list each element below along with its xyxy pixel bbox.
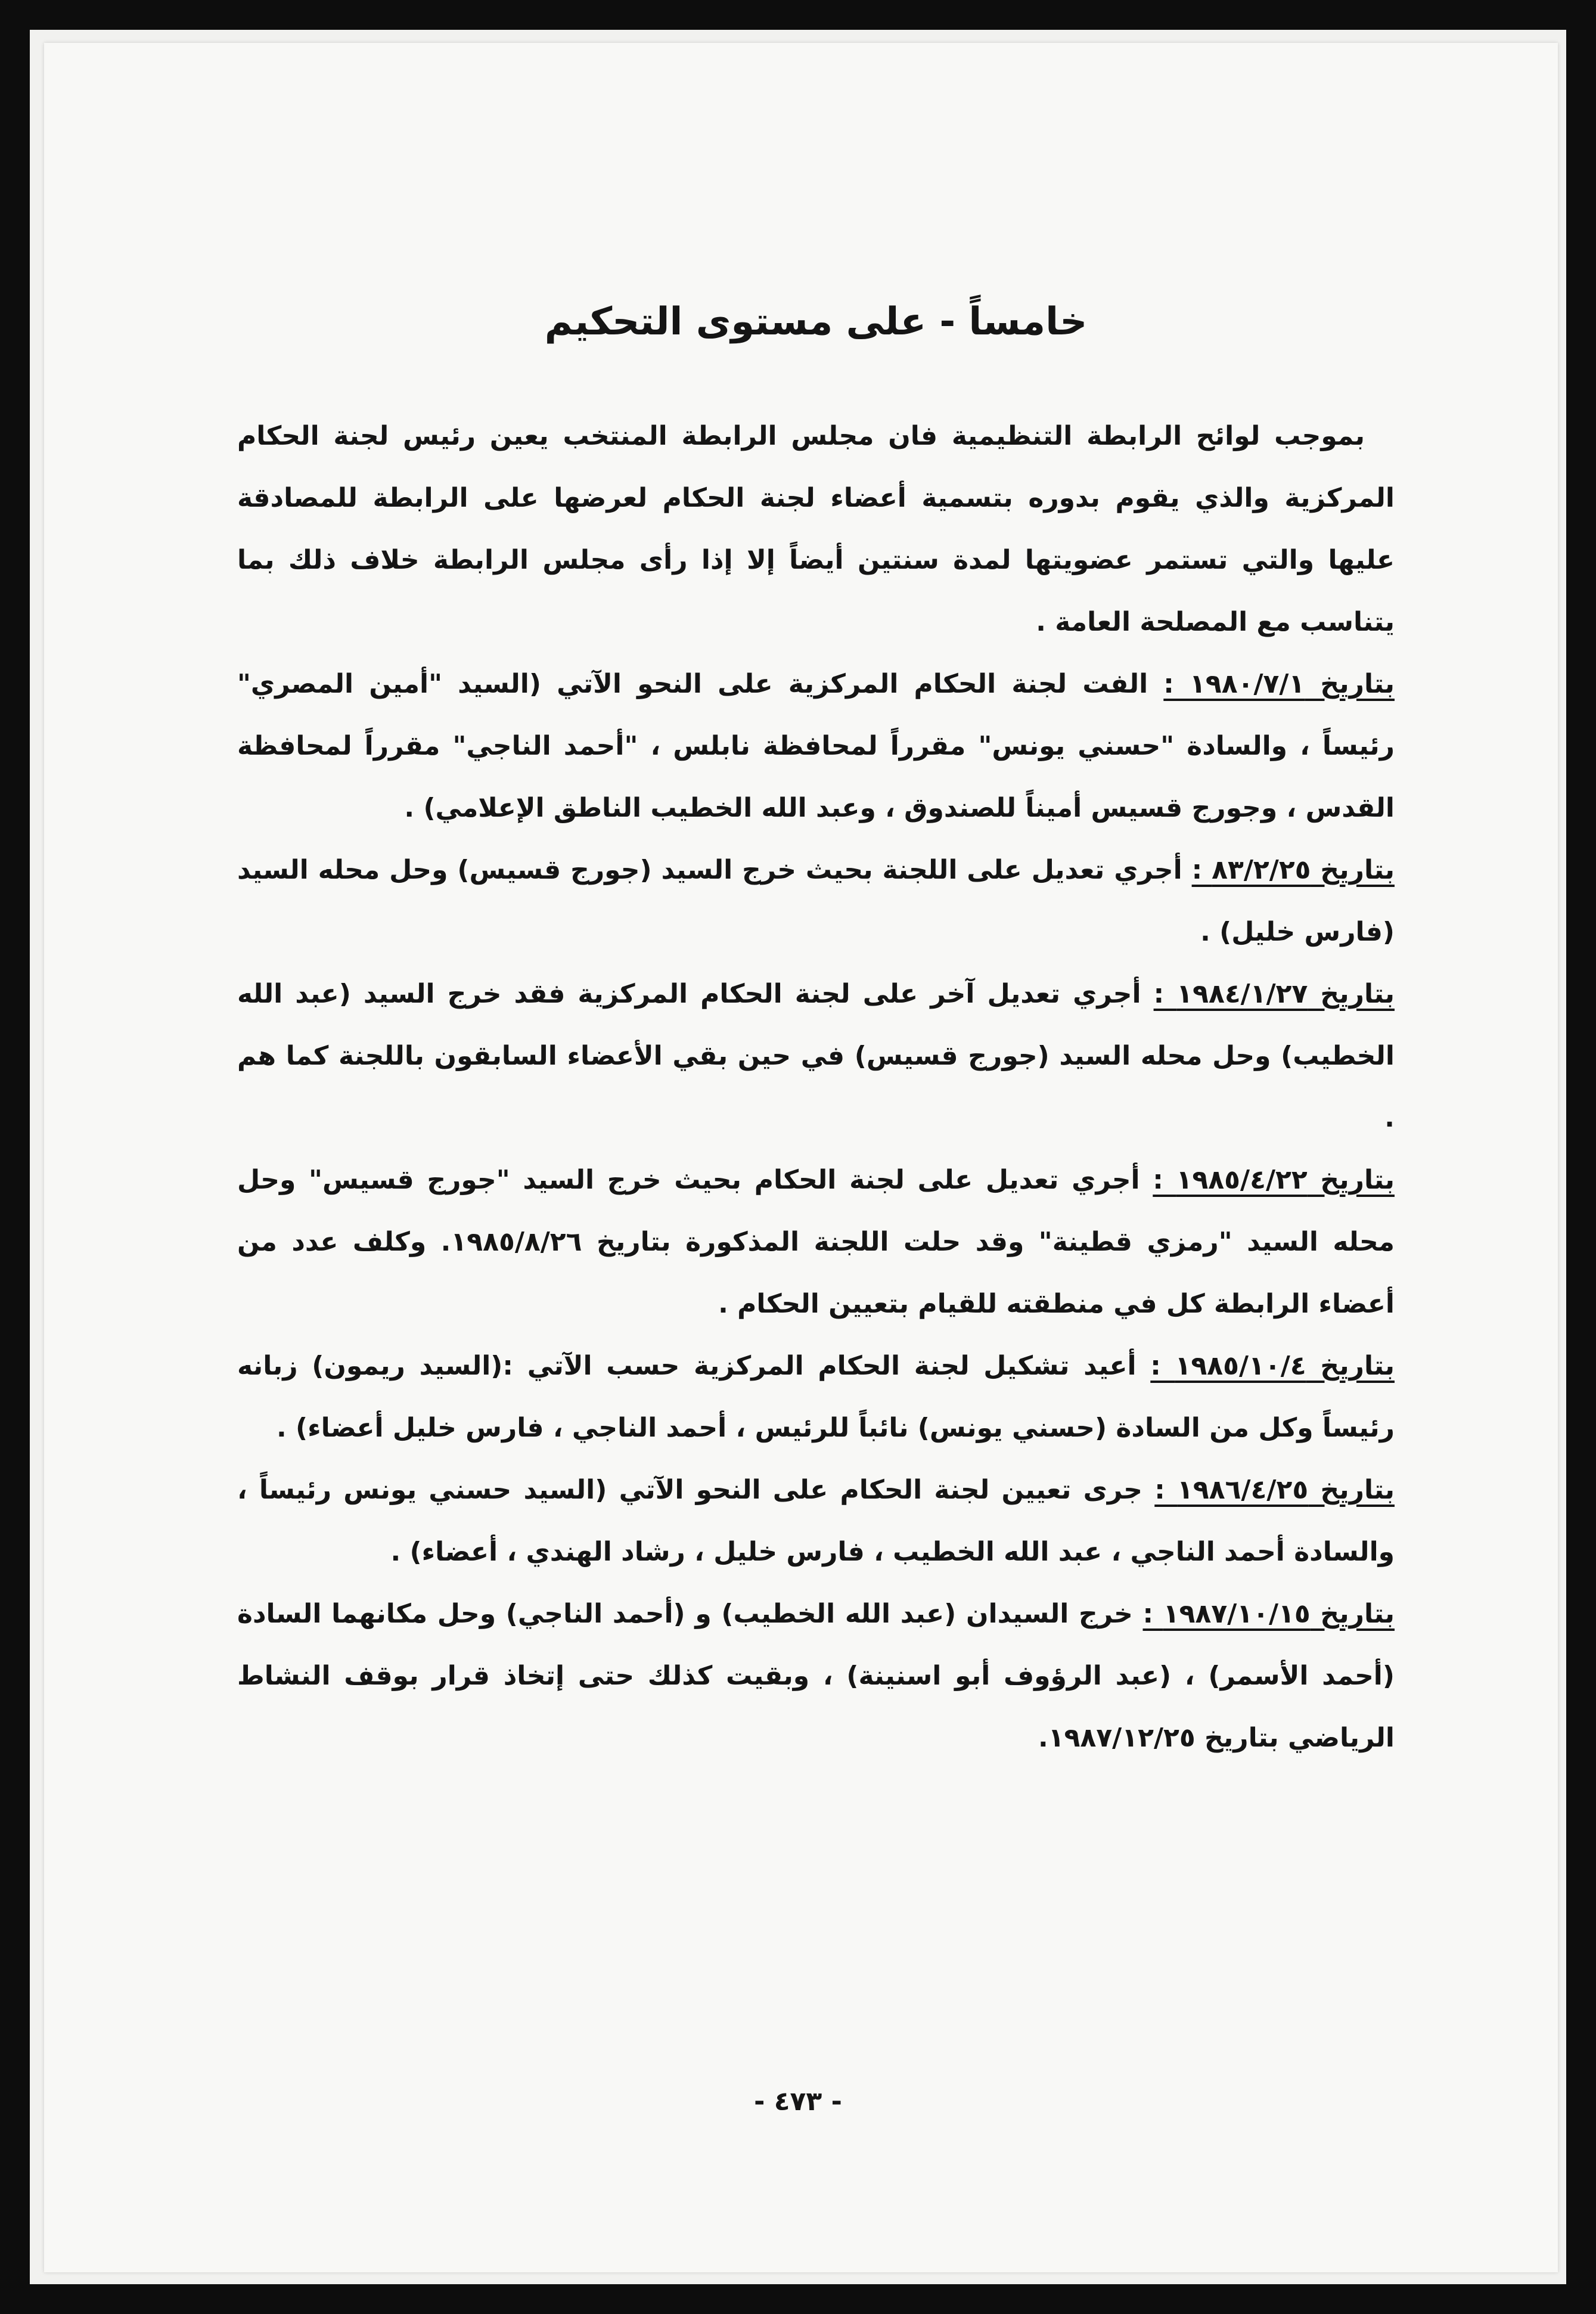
entry-paragraph bbox=[237, 653, 1395, 839]
entry-text: أجري تعديل على اللجنة بحيث خرج السيد (جورج قسيس) وحل محله السيد (فارس خليل) . bbox=[237, 855, 1395, 947]
entry-paragraph bbox=[237, 839, 1395, 963]
entry-paragraph bbox=[237, 1459, 1395, 1583]
entry-paragraph bbox=[237, 1335, 1395, 1459]
entry-text: الفت لجنة الحكام المركزية على النحو الآتي (السيد "أمين المصري" رئيساً ، والسادة "حسني يونس" مقرراً لمحافظة نابلس ، "أحمد الناجي" مقرراً لمحافظة القدس ، وجورج قسيس أميناً للصندوق ، وعبد الله الخطيب الناطق الإعلامي) . bbox=[237, 669, 1395, 823]
entry-text: أجري تعديل آخر على لجنة الحكام المركزية فقد خرج السيد (عبد الله الخطيب) وحل محله السيد (جورج قسيس) في حين بقي الأعضاء السابقون باللجنة كما هم . bbox=[237, 979, 1395, 1133]
page-number: - ٤٧٣ - bbox=[754, 2086, 842, 2117]
entry-date: بتاريخ ١٩٨٠/٧/١ : bbox=[1163, 669, 1395, 699]
entry-date: بتاريخ ١٩٨٦/٤/٢٥ : bbox=[1154, 1475, 1395, 1505]
entry-text: خرج السيدان (عبد الله الخطيب) و (أحمد الناجي) وحل مكانهما السادة (أحمد الأسمر) ، (عبد الرؤوف أبو اسنينة) ، وبقيت كذلك حتى إتخاذ قرار بوقف النشاط الرياضي بتاريخ ١٩٨٧/١٢/٢٥. bbox=[237, 1599, 1395, 1753]
entry-text: أعيد تشكيل لجنة الحكام المركزية حسب الآتي :(السيد ريمون) زبانه رئيساً وكل من السادة (حسني يونس) نائباً للرئيس ، أحمد الناجي ، فارس خليل أعضاء) . bbox=[237, 1351, 1395, 1443]
entry-text: جرى تعيين لجنة الحكام على النحو الآتي (السيد حسني يونس رئيساً ، والسادة أحمد الناجي ، عبد الله الخطيب ، فارس خليل ، رشاد الهندي ، أعضاء) . bbox=[237, 1475, 1395, 1567]
entry-date: بتاريخ ١٩٨٥/١٠/٤ : bbox=[1150, 1351, 1395, 1381]
section-title: خامساً - على مستوى التحكيم bbox=[544, 300, 1088, 344]
entry-paragraph bbox=[237, 1149, 1395, 1335]
entry-paragraph bbox=[237, 1583, 1395, 1769]
entry-paragraph bbox=[237, 963, 1395, 1149]
entry-date: بتاريخ ١٩٨٥/٤/٢٢ : bbox=[1153, 1165, 1395, 1195]
intro-paragraph: بموجب لوائح الرابطة التنظيمية فان مجلس الرابطة المنتخب يعين رئيس لجنة الحكام المركزية والذي يقوم بدوره بتسمية أعضاء لجنة الحكام لعرضها على الرابطة للمصادقة عليها والتي تستمر عضويتها لمدة سنتين أيضاً إلا إذا رأى مجلس الرابطة خلاف ذلك بما يتناسب مع المصلحة العامة . bbox=[237, 421, 1395, 637]
entry-date: بتاريخ ١٩٨٤/١/٢٧ : bbox=[1153, 979, 1395, 1009]
entry-date: بتاريخ ٨٣/٢/٢٥ : bbox=[1191, 855, 1395, 885]
entry-date: بتاريخ ١٩٨٧/١٠/١٥ : bbox=[1142, 1599, 1395, 1629]
entry-text: أجري تعديل على لجنة الحكام بحيث خرج السيد "جورج قسيس" وحل محله السيد "رمزي قطينة" وقد حلت اللجنة المذكورة بتاريخ ١٩٨٥/٨/٢٦. وكلف عدد من أعضاء الرابطة كل في منطقته للقيام بتعيين الحكام . bbox=[237, 1165, 1395, 1319]
document-body bbox=[237, 286, 1395, 1769]
